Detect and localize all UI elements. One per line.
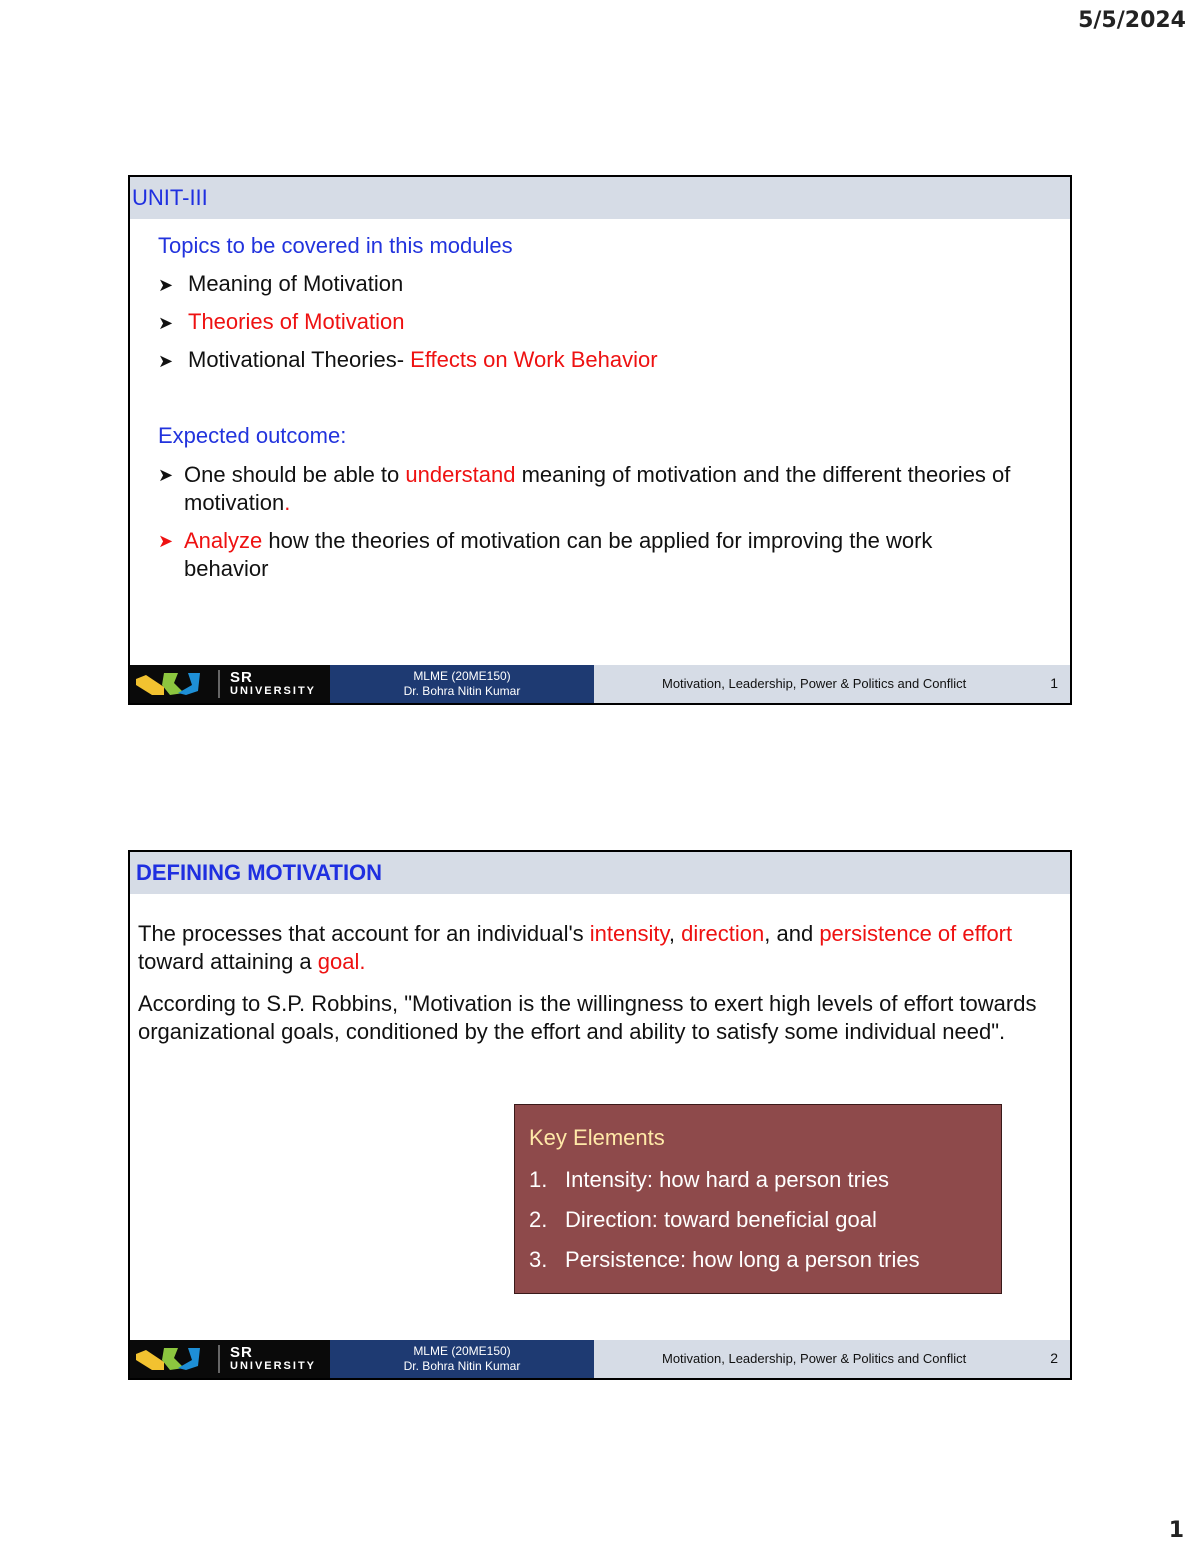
- footer-course-info: [330, 1340, 594, 1378]
- topics-heading: Topics to be covered in this modules: [158, 233, 513, 258]
- slide-title-bar: [130, 177, 1070, 219]
- arrowhead-bullet-icon: ➤: [158, 531, 174, 551]
- outcome-heading: Expected outcome:: [158, 423, 347, 448]
- definition-paragraph: The processes that account for an individual's intensity, direction, and persistence of effort toward attaining a goal.: [138, 921, 1013, 974]
- outcome-item: ➤ One should be able to understand meaning of motivation and the different theories of motivation.: [158, 462, 1011, 515]
- topic-item: ➤ Meaning of Motivation: [158, 271, 404, 296]
- footer-course-title: Motivation, Leadership, Power & Politics and Conflict: [662, 676, 967, 691]
- outcome-item: ➤ Analyze how the theories of motivation can be applied for improving the work behavior: [158, 528, 933, 581]
- footer-course-code: MLME (20ME150): [413, 669, 511, 683]
- key-element-item: 2. Direction: toward beneficial goal: [529, 1207, 877, 1232]
- slide-title: DEFINING MOTIVATION: [136, 860, 383, 885]
- slide-footer: [130, 1340, 1070, 1378]
- sr-university-logo: [130, 1340, 330, 1378]
- slide-2: [128, 850, 1072, 1380]
- arrowhead-bullet-icon: ➤: [158, 275, 174, 295]
- slide-number: 2: [1050, 1350, 1058, 1366]
- logo-text-sr: SR: [230, 1344, 253, 1361]
- robbins-quote-paragraph: According to S.P. Robbins, "Motivation is the willingness to exert high levels of effort towards organizational goals, conditioned by the effort and ability to satisfy some individual need".: [138, 991, 1037, 1044]
- arrowhead-bullet-icon: ➤: [158, 465, 174, 485]
- arrowhead-bullet-icon: ➤: [158, 351, 174, 371]
- page-number: 1: [1168, 1518, 1184, 1543]
- slide-title: UNIT-III: [132, 185, 208, 210]
- slide-number: 1: [1050, 675, 1058, 691]
- footer-course-info: [330, 665, 594, 703]
- key-elements-box: [514, 1104, 1002, 1294]
- logo-text-sr: SR: [230, 669, 253, 686]
- topic-item: ➤ Theories of Motivation: [158, 309, 405, 334]
- logo-text-university: UNIVERSITY: [230, 1360, 317, 1372]
- logo-separator: [218, 670, 220, 698]
- sr-university-logo: [130, 665, 330, 703]
- slide-footer: [130, 665, 1070, 703]
- arrowhead-bullet-icon: ➤: [158, 313, 174, 333]
- slide-1: [128, 175, 1072, 705]
- sr-university-logo-icon: [134, 1346, 214, 1372]
- sr-university-logo-icon: [134, 671, 214, 697]
- footer-title-area: [594, 1340, 1070, 1378]
- logo-separator: [218, 1345, 220, 1373]
- footer-instructor: Dr. Bohra Nitin Kumar: [403, 1359, 521, 1373]
- footer-title-area: [594, 665, 1070, 703]
- slide-title-bar: [130, 852, 1070, 894]
- footer-course-code: MLME (20ME150): [413, 1344, 511, 1358]
- key-elements-title: Key Elements: [529, 1125, 665, 1150]
- footer-instructor: Dr. Bohra Nitin Kumar: [403, 684, 521, 698]
- key-element-item: 3. Persistence: how long a person tries: [529, 1247, 920, 1272]
- footer-course-title: Motivation, Leadership, Power & Politics and Conflict: [662, 1351, 967, 1366]
- key-element-item: 1. Intensity: how hard a person tries: [529, 1167, 890, 1192]
- topic-item: ➤ Motivational Theories- Effects on Work Behavior: [158, 347, 658, 372]
- page-date: 5/5/2024: [1078, 8, 1186, 33]
- logo-text-university: UNIVERSITY: [230, 685, 317, 697]
